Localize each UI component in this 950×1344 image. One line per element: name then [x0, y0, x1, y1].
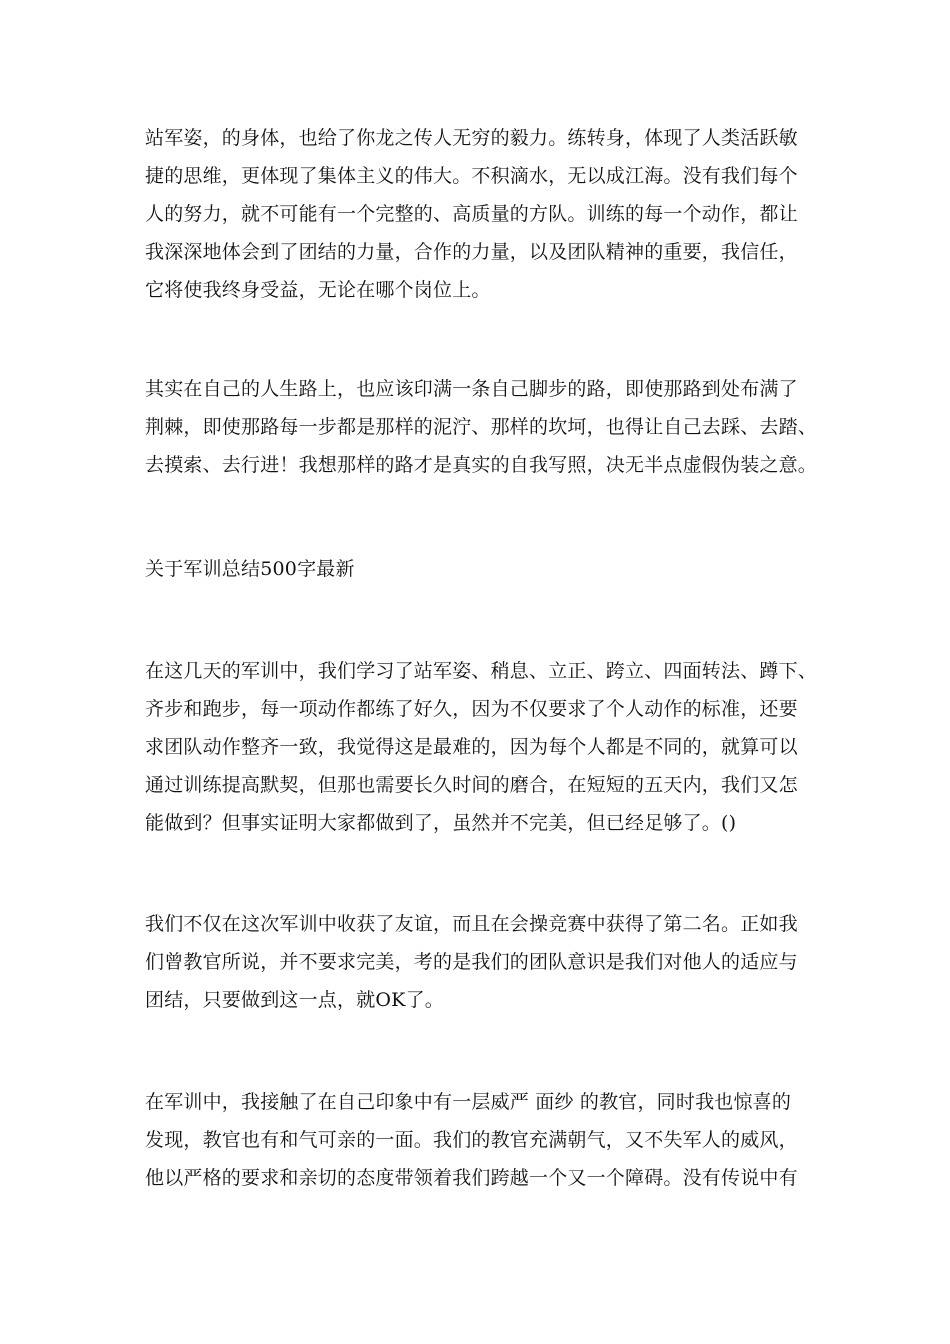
- text-line: 我们不仅在这次军训中收获了友谊，而且在会操竞赛中获得了第二名。正如我: [145, 913, 798, 935]
- text-line: 能做到？但事实证明大家都做到了，虽然并不完美，但已经足够了。(): [145, 812, 737, 834]
- text-line: 它将使我终身受益，无论在哪个岗位上。: [145, 279, 491, 301]
- paragraph-life-road: [145, 370, 845, 484]
- paragraph-friendship: [145, 905, 845, 1019]
- text-line: 人的努力，就不可能有一个完整的、高质量的方队。训练的每一个动作，都让: [145, 203, 798, 225]
- text-line: 求团队动作整齐一致，我觉得这是最难的，因为每个人都是不同的，就算可以: [145, 736, 798, 758]
- text-line: 在这几天的军训中，我们学习了站军姿、稍息、立正、跨立、四面转法、蹲下、: [145, 660, 818, 682]
- text-line: 们曾教官所说，并不要求完美，考的是我们的团队意识是我们对他人的适应与: [145, 951, 798, 973]
- paragraph-training-days: [145, 652, 845, 842]
- text-line: 团结，只要做到这一点，就OK了。: [145, 989, 444, 1011]
- text-line: 齐步和跑步，每一项动作都练了好久，因为不仅要求了个人动作的标准，还要: [145, 698, 798, 720]
- text-line: 去摸索、去行进！我想那样的路才是真实的自我写照，决无半点虚假伪装之意。: [145, 454, 818, 476]
- text-line: 在军训中，我接触了在自己印象中有一层威严 面纱 的教官，同时我也惊喜的: [145, 1091, 792, 1113]
- section-heading: [145, 550, 845, 588]
- text-line: 他以严格的要求和亲切的态度带领着我们跨越一个又一个障碍。没有传说中有: [145, 1167, 798, 1189]
- text-line: 其实在自己的人生路上，也应该印满一条自己脚步的路，即使那路到处布满了: [145, 378, 798, 400]
- text-line: 发现，教官也有和气可亲的一面。我们的教官充满朝气，又不失军人的威风，: [145, 1129, 798, 1151]
- text-line: 我深深地体会到了团结的力量，合作的力量，以及团队精神的重要，我信任，: [145, 241, 798, 263]
- paragraph-military-posture: [145, 119, 845, 309]
- heading-text: 关于军训总结500字最新: [145, 558, 355, 580]
- text-line: 通过训练提高默契，但那也需要长久时间的磨合，在短短的五天内，我们又怎: [145, 774, 798, 796]
- text-line: 捷的思维，更体现了集体主义的伟大。不积滴水，无以成江海。没有我们每个: [145, 165, 798, 187]
- paragraph-instructor: [145, 1083, 845, 1197]
- text-line: 荆棘，即使那路每一步都是那样的泥泞、那样的坎坷，也得让自己去踩、去踏、: [145, 416, 818, 438]
- text-line: 站军姿，的身体，也给了你龙之传人无穷的毅力。练转身，体现了人类活跃敏: [145, 127, 798, 149]
